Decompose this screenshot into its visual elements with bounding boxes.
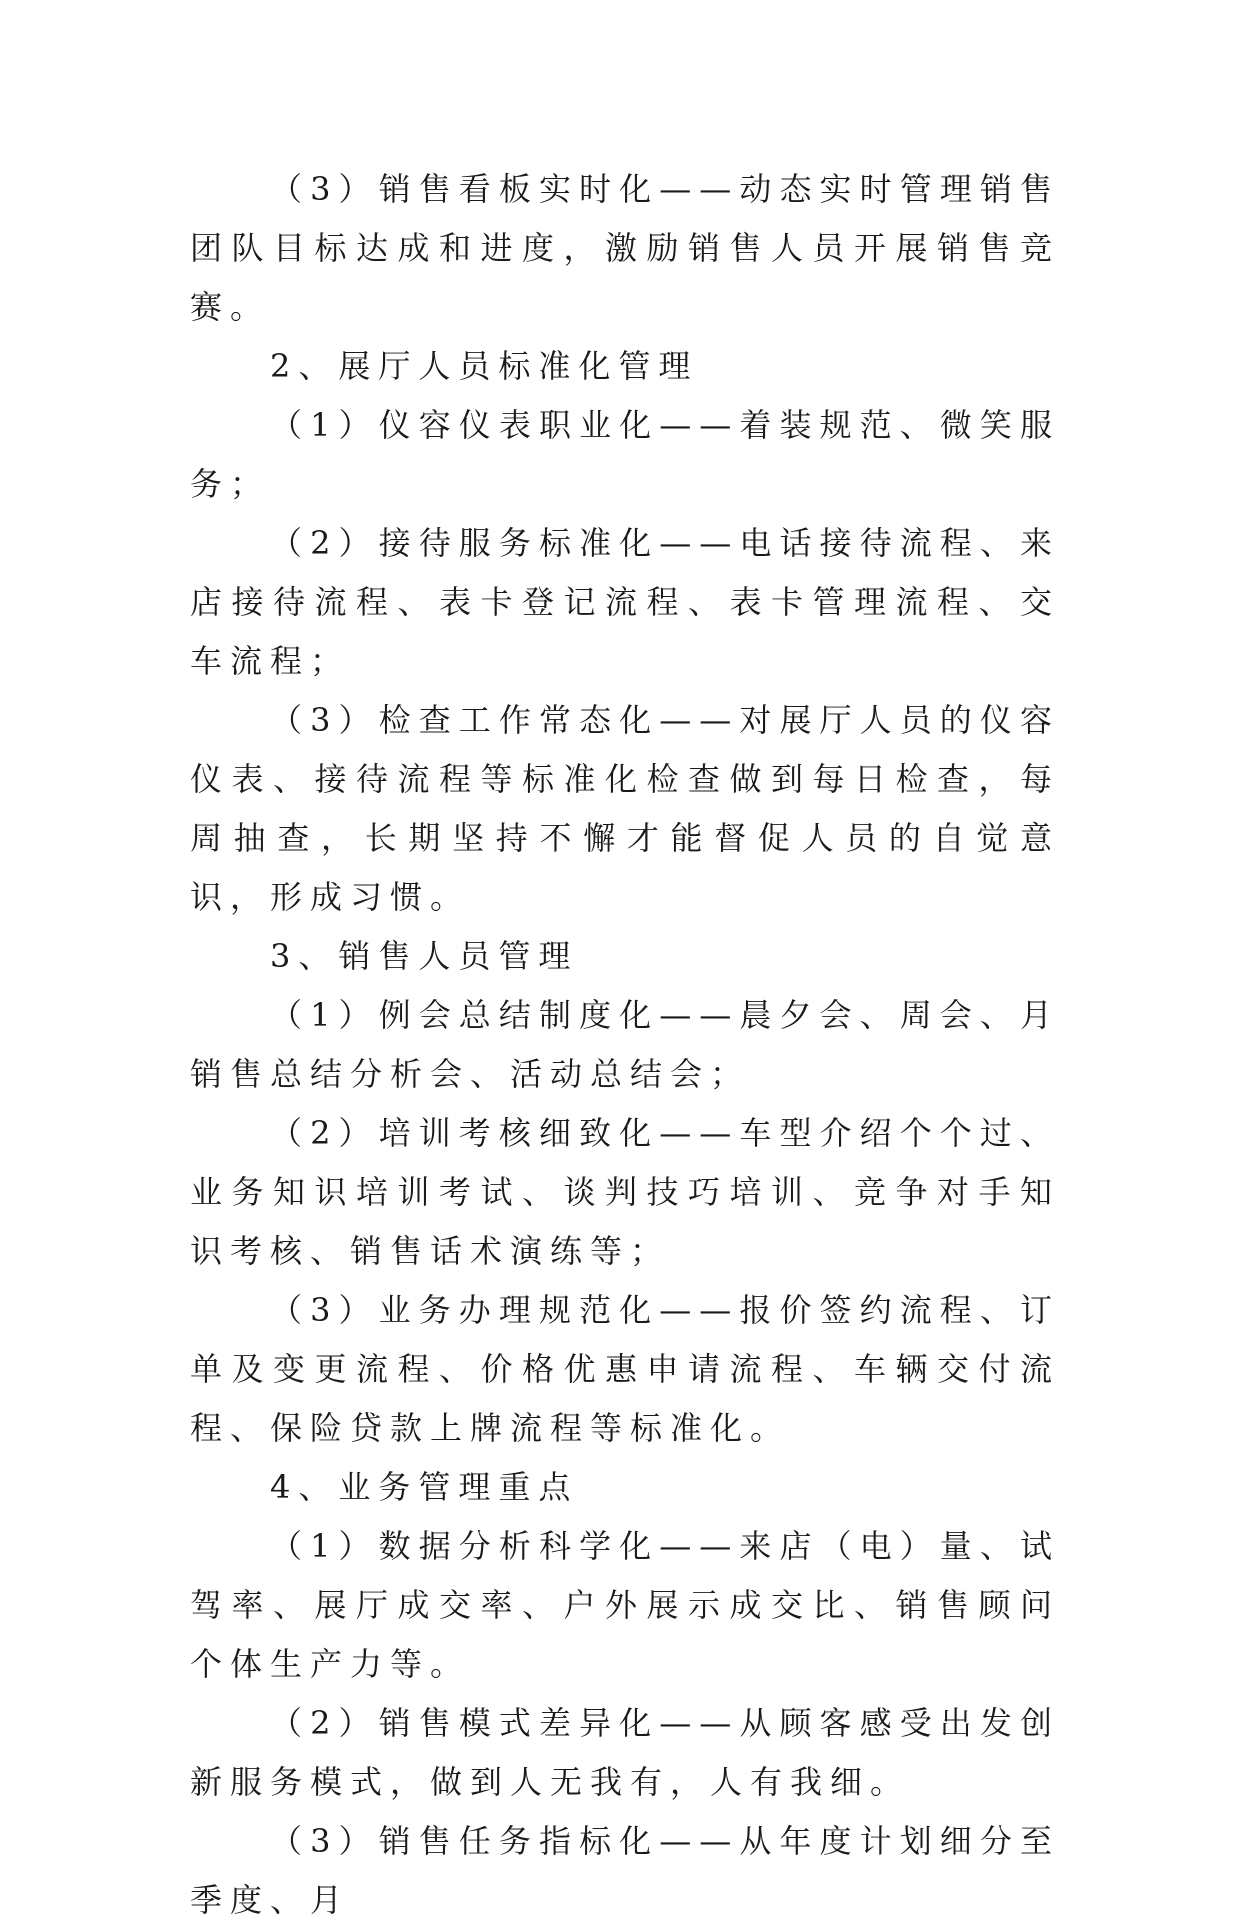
paragraph-sales-model-differentiation: （2）销售模式差异化——从顾客感受出发创新服务模式，做到人无我有，人有我细。 (190, 1704, 1060, 1801)
paragraph-inspection-routine: （3）检查工作常态化——对展厅人员的仪容仪表、接待流程等标准化检查做到每日检查，每周抽查，长期坚持不懈才能督促人员的自觉意识，形成习惯。 (190, 701, 1060, 916)
heading-business-management-focus: 4、业务管理重点 (270, 1468, 579, 1506)
paragraph-appearance-professional: （1）仪容仪表职业化——着装规范、微笑服务； (190, 406, 1060, 503)
paragraph-business-process-standard: （3）业务办理规范化——报价签约流程、订单及变更流程、价格优惠申请流程、车辆交付流程、保险贷款上牌流程等标准化。 (190, 1291, 1060, 1447)
paragraph-meeting-summary-system: （1）例会总结制度化——晨夕会、周会、月销售总结分析会、活动总结会； (190, 996, 1060, 1093)
document-body (190, 160, 1060, 1930)
paragraph-data-analysis: （1）数据分析科学化——来店（电）量、试驾率、展厅成交率、户外展示成交比、销售顾问个体生产力等。 (190, 1527, 1060, 1683)
heading-showroom-staff-standardization: 2、展厅人员标准化管理 (270, 347, 699, 385)
paragraph-training-assessment: （2）培训考核细致化——车型介绍个个过、业务知识培训考试、谈判技巧培训、竞争对手知识考核、销售话术演练等； (190, 1114, 1060, 1270)
heading-sales-staff-management: 3、销售人员管理 (270, 937, 579, 975)
paragraph-sales-target-indicators: （3）销售任务指标化——从年度计划细分至季度、月 (190, 1822, 1060, 1919)
paragraph-reception-service-standard: （2）接待服务标准化——电话接待流程、来店接待流程、表卡登记流程、表卡管理流程、交车流程； (190, 524, 1060, 680)
paragraph-sales-board-realtime: （3）销售看板实时化——动态实时管理销售团队目标达成和进度，激励销售人员开展销售竞赛。 (190, 170, 1060, 326)
